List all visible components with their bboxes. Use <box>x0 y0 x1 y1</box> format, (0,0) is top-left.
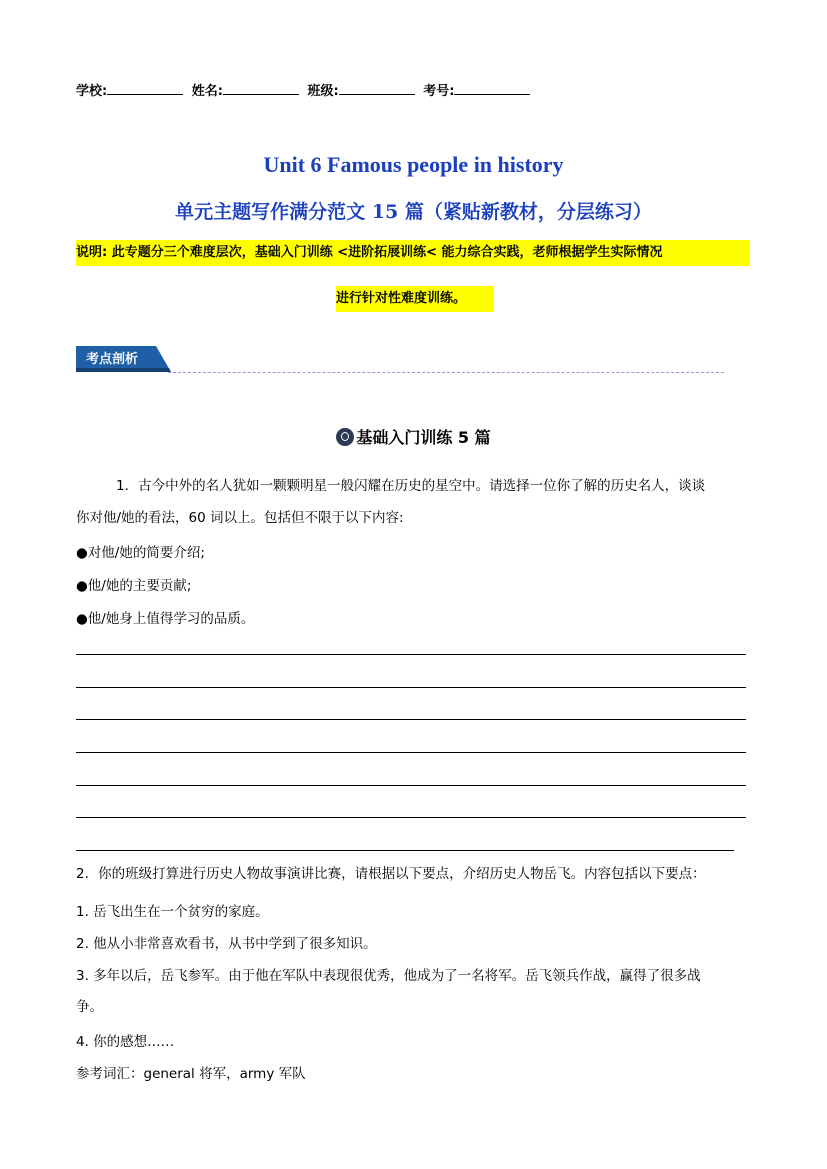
answer-line[interactable] <box>76 850 734 851</box>
q1-bullet: ●他/她身上值得学习的品质。 <box>76 611 255 627</box>
school-label: 学校: <box>76 84 108 99</box>
section-heading-text: 基础入门训练 5 篇 <box>356 428 491 447</box>
name-blank[interactable] <box>223 82 299 95</box>
school-blank[interactable] <box>107 82 183 95</box>
exam-label: 考号: <box>423 84 455 99</box>
section-tag-label: 考点剖析 <box>86 352 139 367</box>
page-subtitle: 单元主题写作满分范文 15 篇（紧贴新教材，分层练习） <box>175 201 652 223</box>
q2-point: 3. 多年以后，岳飞参军。由于他在军队中表现很优秀，他成为了一名将军。岳飞领兵作战，赢得了很多战 <box>76 968 701 984</box>
q2-point: 1. 岳飞出生在一个贫穷的家庭。 <box>76 904 269 920</box>
q2-point: 4. 你的感想…… <box>76 1034 175 1050</box>
q2-point: 争。 <box>76 999 103 1015</box>
answer-line[interactable] <box>76 719 746 720</box>
q1-prompt <box>76 470 752 534</box>
exam-blank[interactable] <box>454 82 530 95</box>
student-info-row <box>76 80 534 99</box>
q2-point: 2. 他从小非常喜欢看书，从书中学到了很多知识。 <box>76 936 377 952</box>
q1-bullet: ●他/她的主要贡献; <box>76 578 192 594</box>
answer-line[interactable] <box>76 752 746 753</box>
q1-prompt-line-2: 你对他/她的看法，60 词以上。包括但不限于以下内容: <box>76 510 404 526</box>
note-line-1: 说明: 此专题分三个难度层次，基础入门训练 <进阶拓展训练< 能力综合实践，老师根据学生实际情况 <box>76 240 750 266</box>
class-blank[interactable] <box>339 82 415 95</box>
q1-prompt-line-1: 1．古今中外的名人犹如一颗颗明星一般闪耀在历史的星空中。请选择一位你了解的历史名人，谈谈 <box>116 478 706 494</box>
answer-line[interactable] <box>76 785 746 786</box>
answer-line[interactable] <box>76 817 746 818</box>
section-divider <box>168 372 724 373</box>
q2-vocab: 参考词汇：general 将军，army 军队 <box>76 1066 306 1082</box>
class-label: 班级: <box>307 84 339 99</box>
section-heading-icon <box>336 428 354 446</box>
note-line-2: 进行针对性难度训练。 <box>336 286 494 312</box>
q1-bullet: ●对他/她的简要介绍; <box>76 545 205 561</box>
section-heading <box>0 425 827 448</box>
answer-line[interactable] <box>76 654 746 655</box>
q2-prompt: 2．你的班级打算进行历史人物故事演讲比赛，请根据以下要点，介绍历史人物岳飞。内容包括以下要点： <box>76 866 706 882</box>
page-title: Unit 6 Famous people in history <box>263 152 564 177</box>
name-label: 姓名: <box>191 84 223 99</box>
answer-line[interactable] <box>76 687 746 688</box>
